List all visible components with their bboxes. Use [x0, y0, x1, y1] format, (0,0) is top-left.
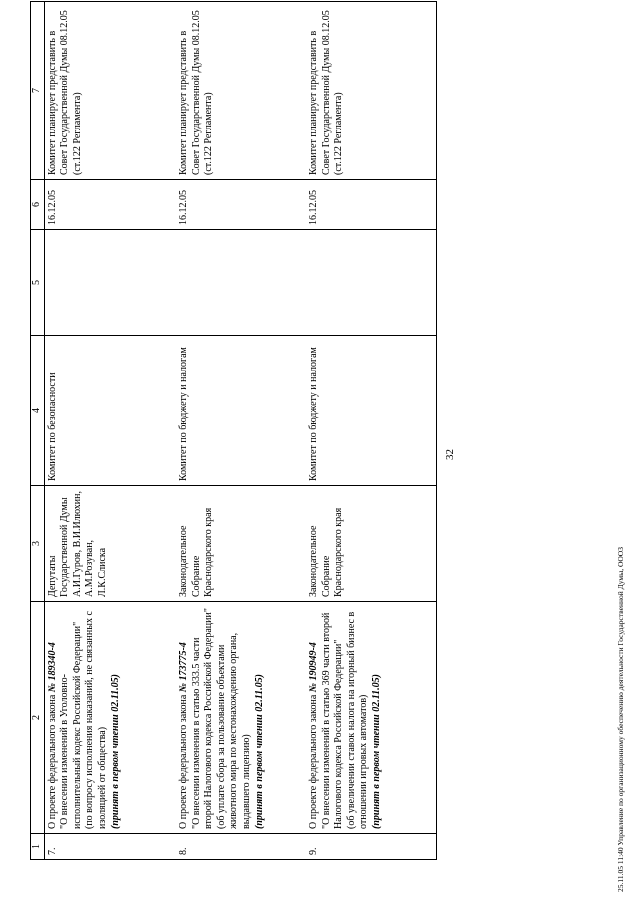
bills-table: [30, 1, 437, 860]
column-header: 6: [31, 180, 45, 230]
bill-author: Законодательное Собрание Краснодарского края: [176, 486, 306, 602]
column-5-cell: [176, 230, 306, 336]
row-number: 7.: [44, 834, 176, 860]
plan-note: Комитет планирует представить в Совет Государственной Думы 08.12.05 (ст.122 Регламента): [176, 2, 306, 180]
bill-title: "О внесении изменений в статью 369 части второй Налогового кодекса Российской Федерации": [320, 612, 345, 829]
bill-line: О проекте федерального закона: [308, 694, 320, 829]
bill-description: [306, 602, 436, 834]
column-5-cell: [44, 230, 176, 336]
review-date: 16.12.05: [176, 180, 306, 230]
bill-description: [176, 602, 306, 834]
review-date: 16.12.05: [306, 180, 436, 230]
plan-note: Комитет планирует представить в Совет Государственной Думы 08.12.05 (ст.122 Регламента): [44, 2, 176, 180]
table-row: [306, 2, 436, 860]
column-header: 1: [31, 834, 45, 860]
responsible-committee: Комитет по безопасности: [44, 336, 176, 486]
bill-status: (принят в первом чтении 02.11.05): [109, 674, 121, 829]
bill-note: (об уплате сбора за пользование объектами животного мира по местонахождению органа, выдавшего лицензию): [215, 632, 253, 829]
responsible-committee: Комитет по бюджету и налогам: [176, 336, 306, 486]
row-number: 9.: [306, 834, 436, 860]
column-header: 4: [31, 336, 45, 486]
bill-title: "О внесении изменений в Уголовно-исполнительный кодекс Российской Федерации": [59, 621, 83, 829]
bill-title: "О внесении изменения в статью 333.5 части второй Налогового кодекса Российской Федерации": [190, 608, 215, 829]
bill-author: Законодательное Собрание Краснодарского края: [306, 486, 436, 602]
page-number: 32: [444, 449, 456, 460]
bill-author: Депутаты Государственной Думы А.И.Гуров, В.И.Илюхин, А.М.Розуван, Л.К.Слиска: [44, 486, 176, 602]
review-date: 16.12.05: [44, 180, 176, 230]
column-5-cell: [306, 230, 436, 336]
column-number-header: [31, 2, 45, 860]
column-header: 2: [31, 602, 45, 834]
column-header: 7: [31, 2, 45, 180]
bill-description: [44, 602, 176, 834]
responsible-committee: Комитет по бюджету и налогам: [306, 336, 436, 486]
page-footer: 25.11.05 11:40 Управление по организационному обеспечению деятельности Государственной Думы, ООО3: [616, 547, 625, 892]
bill-note: (об увеличении ставок налога на игорный бизнес в отношении игровых автоматов): [345, 611, 370, 829]
bill-line: О проекте федерального закона: [178, 694, 190, 829]
bill-line: О проекте федерального закона: [46, 694, 58, 829]
bill-note: (по вопросу исполнения наказаний, не связанных с изоляцией от общества): [84, 611, 108, 829]
plan-note: Комитет планирует представить в Совет Государственной Думы 08.12.05 (ст.122 Регламента): [306, 2, 436, 180]
bill-status: (принят в первом чтении 02.11.05): [253, 674, 265, 829]
column-header: 3: [31, 486, 45, 602]
table-row: [44, 2, 176, 860]
row-number: 8.: [176, 834, 306, 860]
bill-status: (принят в первом чтении 02.11.05): [371, 674, 383, 829]
bill-number: № 189340-4: [46, 642, 58, 693]
table-row: [176, 2, 306, 860]
bill-number: № 173775-4: [178, 642, 190, 693]
bill-number: № 190949-4: [308, 642, 320, 693]
column-header: 5: [31, 230, 45, 336]
